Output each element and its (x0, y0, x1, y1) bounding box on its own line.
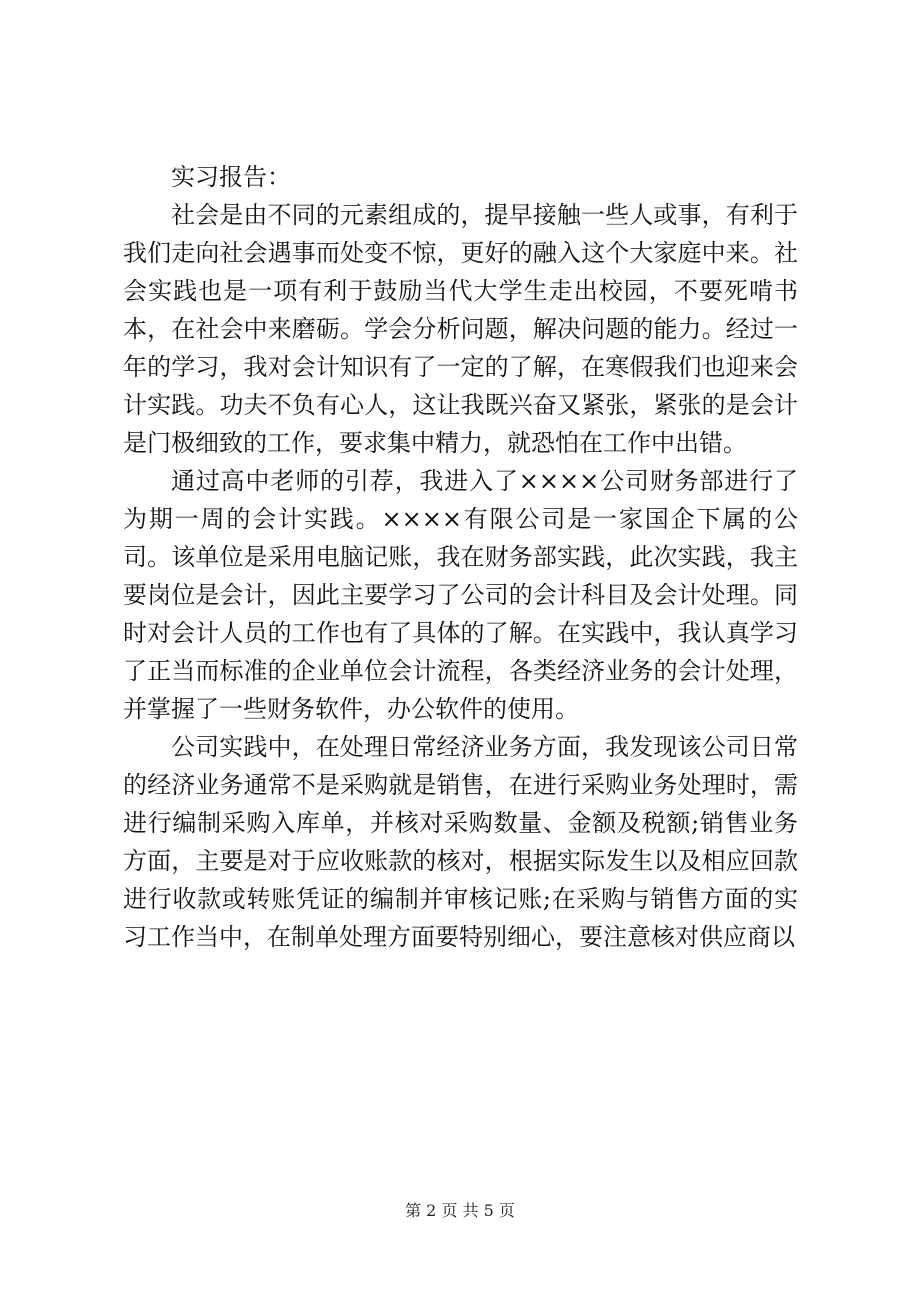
document-heading: 实习报告： (171, 163, 291, 191)
page-footer: 第 2 页 共 5 页 (405, 1201, 515, 1220)
document-body (123, 158, 798, 956)
paragraph-2: 通过高中老师的引荐，我进入了××××公司财务部进行了为期一周的会计实践。××××有限公司是一家国企下属的公司。该单位是采用电脑记账，我在财务部实践，此次实践，我主要岗位是会计，因此主要学习了公司的会计科目及会计处理。同时对会计人员的工作也有了具体的了解。在实践中，我认真学习了正当而标准的企业单位会计流程，各类经济业务的会计处理，并掌握了一些财务软件，办公软件的使用。 (123, 467, 798, 723)
paragraph-3: 公司实践中，在处理日常经济业务方面，我发现该公司日常的经济业务通常不是采购就是销售，在进行采购业务处理时，需进行编制采购入库单，并核对采购数量、金额及税额;销售业务方面，主要是对于应收账款的核对，根据实际发生以及相应回款进行收款或转账凭证的编制并审核记账;在采购与销售方面的实习工作当中，在制单处理方面要特别细心，要注意核对供应商以 (123, 733, 798, 951)
paragraph-1: 社会是由不同的元素组成的，提早接触一些人或事，有利于我们走向社会遇事而处变不惊，更好的融入这个大家庭中来。社会实践也是一项有利于鼓励当代大学生走出校园，不要死啃书本，在社会中来磨砺。学会分析问题，解决问题的能力。经过一年的学习，我对会计知识有了一定的了解，在寒假我们也迎来会计实践。功夫不负有心人，这让我既兴奋又紧张，紧张的是会计是门极细致的工作，要求集中精力，就恐怕在工作中出错。 (123, 201, 798, 457)
